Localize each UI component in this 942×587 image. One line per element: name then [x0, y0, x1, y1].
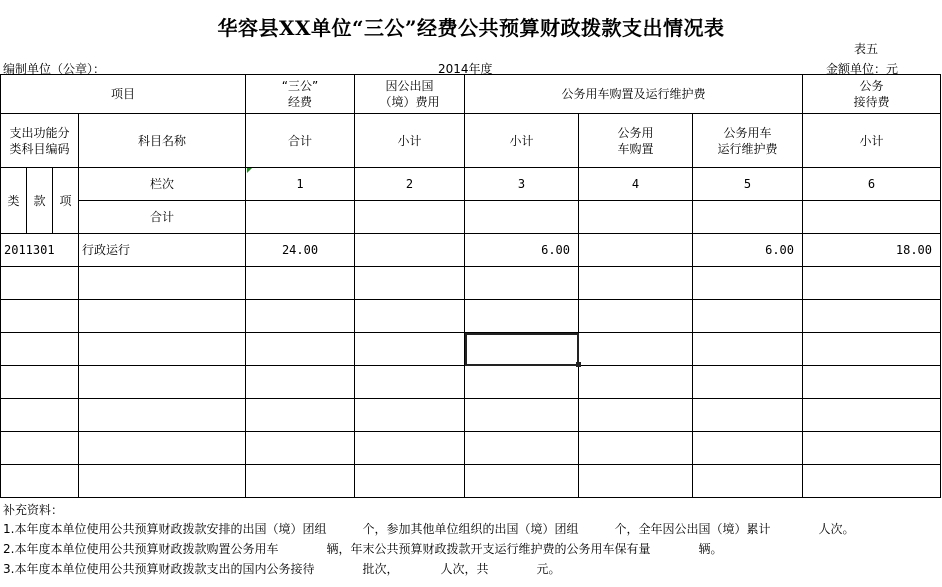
cell[interactable]	[1, 432, 79, 465]
row-code[interactable]: 2011301	[1, 234, 79, 267]
row-reception[interactable]: 18.00	[803, 234, 941, 267]
cell[interactable]	[1, 399, 79, 432]
amount-unit-label: 金额单位：元	[826, 62, 899, 76]
cell[interactable]	[1, 267, 79, 300]
cell[interactable]	[803, 333, 941, 366]
cell[interactable]	[79, 465, 246, 498]
table-row	[1, 267, 941, 300]
cell[interactable]	[693, 201, 803, 234]
cell[interactable]	[79, 267, 246, 300]
cell[interactable]	[693, 267, 803, 300]
cell[interactable]	[803, 465, 941, 498]
cell-comment-marker	[247, 168, 252, 173]
cell[interactable]	[355, 399, 465, 432]
cell[interactable]	[79, 366, 246, 399]
cell[interactable]	[355, 366, 465, 399]
page-title: 华容县XX单位“三公”经费公共预算财政拨款支出情况表	[217, 16, 725, 40]
cell[interactable]	[465, 366, 579, 399]
cell[interactable]	[246, 300, 355, 333]
cell[interactable]	[693, 366, 803, 399]
cell[interactable]	[465, 432, 579, 465]
cell[interactable]	[803, 432, 941, 465]
col-num-5: 5	[693, 168, 803, 201]
cell[interactable]	[465, 201, 579, 234]
header-subject-name: 科目名称	[79, 114, 246, 168]
row-abroad[interactable]	[355, 234, 465, 267]
cell[interactable]	[355, 300, 465, 333]
cell[interactable]	[465, 399, 579, 432]
cell[interactable]	[579, 432, 693, 465]
cell[interactable]	[693, 399, 803, 432]
table-row	[1, 234, 941, 267]
cell[interactable]	[1, 465, 79, 498]
header-func-code: 支出功能分 类科目编码	[1, 114, 79, 168]
cell[interactable]	[803, 300, 941, 333]
cell[interactable]	[246, 366, 355, 399]
table-row	[1, 399, 941, 432]
header-car-purchase: 公务用 车购置	[579, 114, 693, 168]
cell[interactable]	[355, 465, 465, 498]
table-row	[1, 333, 941, 366]
table-row	[1, 432, 941, 465]
cell[interactable]	[803, 267, 941, 300]
header-xiang: 项	[53, 168, 79, 234]
header-reception-subtotal: 小计	[803, 114, 941, 168]
cell[interactable]	[355, 267, 465, 300]
col-num-4: 4	[579, 168, 693, 201]
cell[interactable]	[465, 267, 579, 300]
cell[interactable]	[246, 399, 355, 432]
cell[interactable]	[1, 300, 79, 333]
cell[interactable]	[803, 201, 941, 234]
header-car-subtotal: 小计	[465, 114, 579, 168]
footer-line-3: 3.本年度本单位使用公共预算财政拨款支出的国内公务接待 批次， 人次，共 元。	[3, 562, 561, 576]
cell[interactable]	[579, 399, 693, 432]
cell[interactable]	[579, 201, 693, 234]
cell[interactable]	[693, 432, 803, 465]
cell[interactable]	[79, 300, 246, 333]
table-number: 表五	[854, 42, 879, 56]
cell[interactable]	[579, 300, 693, 333]
footer-line-2: 2.本年度本单位使用公共预算财政拨款购置公务用车 辆，年末公共预算财政拨款开支运行维护费的公务用车保有量 辆。	[3, 542, 723, 556]
cell[interactable]	[579, 366, 693, 399]
row-car-purchase[interactable]	[579, 234, 693, 267]
cell[interactable]	[465, 465, 579, 498]
cell[interactable]	[246, 267, 355, 300]
cell[interactable]	[1, 366, 79, 399]
cell[interactable]	[355, 201, 465, 234]
header-total: 合计	[246, 114, 355, 168]
cell[interactable]	[693, 300, 803, 333]
header-reception: 公务 接待费	[803, 75, 941, 114]
header-sangong: “三公” 经费	[246, 75, 355, 114]
cell[interactable]	[803, 366, 941, 399]
cell[interactable]	[246, 465, 355, 498]
budget-table	[0, 74, 941, 498]
footer-label: 补充资料：	[3, 503, 64, 517]
header-abroad: 因公出国 （境）费用	[355, 75, 465, 114]
header-car-maintenance: 公务用车 运行维护费	[693, 114, 803, 168]
header-lanci: 栏次	[79, 168, 246, 201]
col-num-1: 1	[246, 168, 355, 201]
cell[interactable]	[79, 432, 246, 465]
col-num-2: 2	[355, 168, 465, 201]
table-row	[1, 300, 941, 333]
cell[interactable]	[246, 432, 355, 465]
fill-handle[interactable]	[576, 362, 581, 367]
header-kuan: 款	[27, 168, 53, 234]
year-label: 2014年度	[438, 62, 493, 76]
cell[interactable]	[79, 399, 246, 432]
cell[interactable]	[355, 432, 465, 465]
cell[interactable]	[579, 333, 693, 366]
cell[interactable]	[246, 333, 355, 366]
row-total[interactable]: 24.00	[246, 234, 355, 267]
selected-cell[interactable]	[465, 333, 579, 366]
cell[interactable]	[246, 201, 355, 234]
header-heji: 合计	[79, 201, 246, 234]
row-name[interactable]: 行政运行	[79, 234, 246, 267]
unit-label: 编制单位（公章）：	[3, 62, 106, 76]
header-project: 项目	[1, 75, 246, 114]
header-abroad-subtotal: 小计	[355, 114, 465, 168]
cell[interactable]	[79, 333, 246, 366]
row-car-maintenance[interactable]: 6.00	[693, 234, 803, 267]
cell[interactable]	[579, 267, 693, 300]
row-car-subtotal[interactable]: 6.00	[465, 234, 579, 267]
header-car-group: 公务用车购置及运行维护费	[465, 75, 803, 114]
cell[interactable]	[355, 333, 465, 366]
cell[interactable]	[465, 300, 579, 333]
table-row	[1, 465, 941, 498]
cell[interactable]	[803, 399, 941, 432]
cell[interactable]	[579, 465, 693, 498]
table-row	[1, 366, 941, 399]
cell[interactable]	[693, 333, 803, 366]
col-num-6: 6	[803, 168, 941, 201]
header-lei: 类	[1, 168, 27, 234]
cell[interactable]	[693, 465, 803, 498]
cell[interactable]	[1, 333, 79, 366]
col-num-3: 3	[465, 168, 579, 201]
footer-line-1: 1.本年度本单位使用公共预算财政拨款安排的出国（境）团组 个，参加其他单位组织的出国（境）团组 个，全年因公出国（境）累计 人次。	[3, 522, 855, 536]
